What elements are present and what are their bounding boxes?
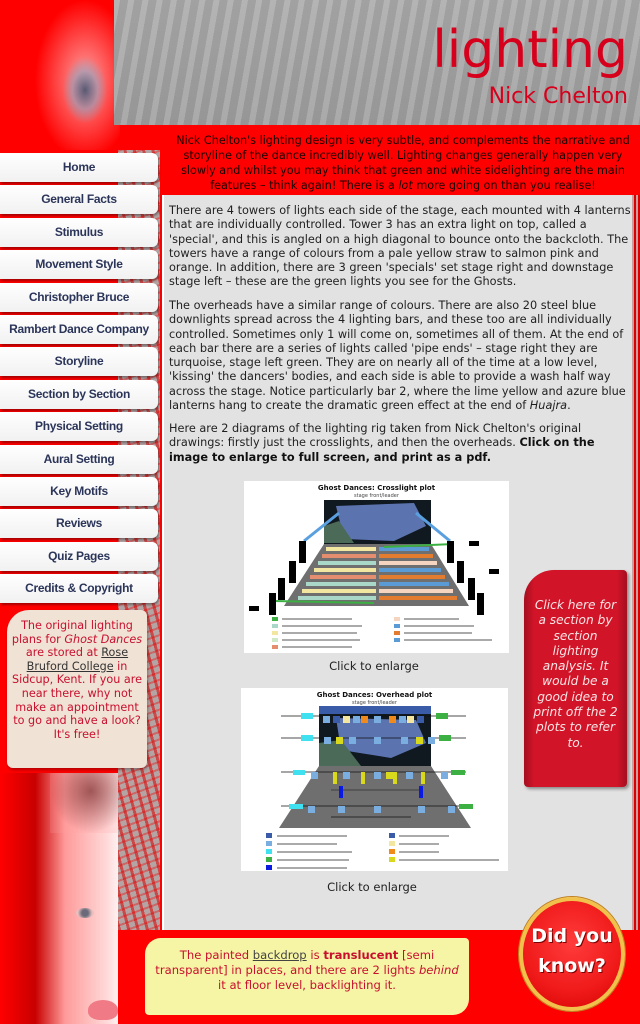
nav-item-physical-setting[interactable]: Physical Setting — [0, 412, 158, 441]
nav-item-rambert-dance-company[interactable]: Rambert Dance Company — [0, 315, 158, 344]
diagrams-text: Here are 2 diagrams of the lighting rig taken from Nick Chelton's original drawings: firstly just the crosslights, and then the overheads. — [169, 422, 582, 450]
diagrams-paragraph — [169, 422, 631, 465]
nav-item-credits-copyright[interactable]: Credits & Copyright — [0, 574, 158, 603]
sidebar-nav — [0, 153, 158, 606]
nav-item-storyline[interactable]: Storyline — [0, 347, 158, 376]
lips-detail — [88, 1000, 118, 1020]
note-italic: behind — [418, 962, 459, 977]
badge-line-2: know? — [538, 955, 606, 977]
note-bold: translucent — [323, 948, 399, 962]
nav-item-quiz-pages[interactable]: Quiz Pages — [0, 542, 158, 571]
intro-text-part: more going on than you realise! — [412, 179, 596, 192]
diagram-title: Ghost Dances: Overhead plot — [316, 691, 433, 699]
face-image — [0, 773, 118, 1024]
overhead-plot-image[interactable] — [241, 688, 508, 871]
info-text: are stored at — [25, 646, 102, 660]
nav-item-movement-style[interactable]: Movement Style — [0, 250, 158, 279]
intro-text — [170, 133, 636, 193]
intro-emphasis: lot — [398, 179, 413, 192]
crosslight-caption[interactable]: Click to enlarge — [329, 659, 419, 673]
diagram-subtitle: stage front/leader — [352, 700, 397, 706]
note-text: The painted — [179, 948, 253, 962]
note-text: is — [306, 948, 324, 962]
overheads-paragraph — [169, 299, 631, 413]
page-title: lighting — [432, 20, 628, 80]
note-text: [semi transparent] in places, and there are 2 lights — [155, 948, 435, 977]
info-italic: Ghost Dances — [64, 632, 143, 646]
eye-detail — [76, 908, 94, 918]
overheads-text: The overheads have a similar range of colours. There are also 20 steel blue downlights spread across the 4 lighting bars, and these too are all individually controlled. Sometimes only 1 will come on, sometimes all of them. At the end of each bar there are a series of lights called 'pipe ends' – stage right they are turquoise, stage left green. They are on nearly all of the time at a low level, 'kissing' the dancers' bodies, and each side is able to provide a wash half way across the stage. Notice particularly bar 2, where the lime yellow and azure blue lanterns hang to create the dramatic green effect at the end of — [169, 299, 626, 413]
overhead-caption[interactable]: Click to enlarge — [327, 880, 417, 894]
crosslight-plot-image[interactable] — [244, 481, 509, 653]
nav-item-reviews[interactable]: Reviews — [0, 509, 158, 538]
diagram-subtitle: stage front/leader — [354, 493, 399, 499]
nav-item-stimulus[interactable]: Stimulus — [0, 218, 158, 247]
note-text: it at floor level, backlighting it. — [218, 977, 396, 992]
info-text: in Sidcup, Kent. If you are near there, why not make an appointment to go and have a look? It's free! — [11, 659, 142, 741]
textured-right-edge — [632, 195, 640, 930]
did-you-know-note — [145, 938, 469, 1015]
hair-detail — [50, 773, 118, 833]
crosslight-plot-drawing — [244, 481, 509, 653]
header-banner — [114, 0, 640, 125]
nav-item-key-motifs[interactable]: Key Motifs — [0, 477, 158, 506]
did-you-know-badge — [519, 897, 625, 1011]
overheads-text-end: . — [567, 399, 571, 413]
huajra-italic: Huajra — [529, 399, 568, 413]
backdrop-link[interactable]: backdrop — [252, 948, 307, 962]
content-panel — [162, 195, 632, 930]
rose-bruford-link[interactable]: Rose Bruford College — [26, 646, 129, 673]
diagrams-instruction: Click on the image to enlarge to full screen, and print as a pdf. — [169, 436, 595, 464]
nav-item-christopher-bruce[interactable]: Christopher Bruce — [0, 283, 158, 312]
diagram-title: Ghost Dances: Crosslight plot — [317, 484, 436, 492]
towers-paragraph: There are 4 towers of lights each side of the stage, each mounted with 4 lanterns that are individually controlled. Tower 3 has an extra light on top, called a 'special', and this is angled on a high diagonal to bounce onto the backcloth. The towers have a range of colours from a pale yellow straw to salmon pink and orange. In addition, there are 3 green 'specials' set stage right and downstage stage left – these are the green lights you see for the Ghosts. — [169, 204, 631, 289]
overhead-plot-drawing — [241, 688, 508, 871]
lighting-plans-info-box — [7, 610, 147, 768]
page-subtitle: Nick Chelton — [488, 84, 628, 109]
info-text: The original lighting plans for — [11, 619, 133, 646]
nav-item-section-by-section[interactable]: Section by Section — [0, 380, 158, 409]
nav-item-general-facts[interactable]: General Facts — [0, 185, 158, 214]
nav-item-home[interactable]: Home — [0, 153, 158, 182]
intro-text-part: Nick Chelton's lighting design is very subtle, and complements the narrative and storyline of the dance incredibly well. Lighting changes generally happen very slowly and whilst you may think that green and white sidelighting are the main features – think again! There is a — [176, 134, 630, 192]
badge-line-1: Did you — [531, 925, 613, 947]
section-analysis-callout[interactable]: Click here for a section by section lighting analysis. It would be a good idea to print off the 2 plots to refer to. — [524, 570, 627, 787]
nav-item-aural-setting[interactable]: Aural Setting — [0, 445, 158, 474]
skull-image — [30, 0, 120, 150]
